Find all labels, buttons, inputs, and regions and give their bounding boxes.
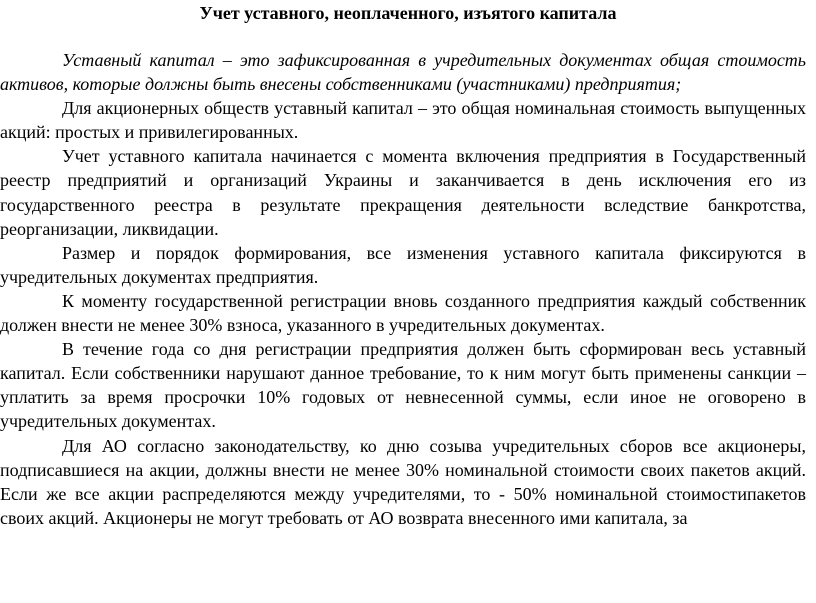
paragraph-definition: Уставный капитал – это зафиксированная в учредительных документах общая стоимость активов, которые должны быть внесены собственниками (участниками) предприятия;: [0, 50, 806, 95]
document-body: [0, 48, 806, 530]
document-title: Учет уставного, неоплаченного, изъятого капитала: [199, 3, 617, 23]
paragraph-joint-stock-company: Для АО согласно законодательству, ко дню созыва учредительных сборов все акционеры, подписавшиеся на акции, должны внести не менее 30% номинальной стоимости своих пакетов акций. Если же все акции распределяются между учредителями, то - 50% номинальной стоимостипакетов своих акций. Акционеры не могут требовать от АО возврата внесенного ими капитала, за: [0, 435, 806, 528]
paragraph-size-and-order: Размер и порядок формирования, все изменения уставного капитала фиксируются в учредительных документах предприятия.: [0, 242, 806, 287]
paragraph-formation-deadline: В течение года со дня регистрации предприятия должен быть сформирован весь уставный капитал. Если собственники нарушают данное требование, то к ним могут быть применены санкции – уплатить за время просрочки 10% годовых от невнесенной суммы, если иное не оговорено в учредительных документах.: [0, 339, 806, 432]
paragraph-accounting-start: Учет уставного капитала начинается с момента включения предприятия в Государственный реестр предприятий и организаций Украины и заканчивается в день исключения его из государственного реестра в результате прекращения деятельности вследствие банкротства, реорганизации, ликвидации.: [0, 146, 806, 239]
paragraph-registration-deposit: К моменту государственной регистрации вновь созданного предприятия каждый собственник должен внести не менее 30% взноса, указанного в учредительных документах.: [0, 290, 806, 336]
paragraph-joint-stock: Для акционерных обществ уставный капитал – это общая номинальная стоимость выпущенных акций: простых и привилегированных.: [0, 98, 806, 143]
